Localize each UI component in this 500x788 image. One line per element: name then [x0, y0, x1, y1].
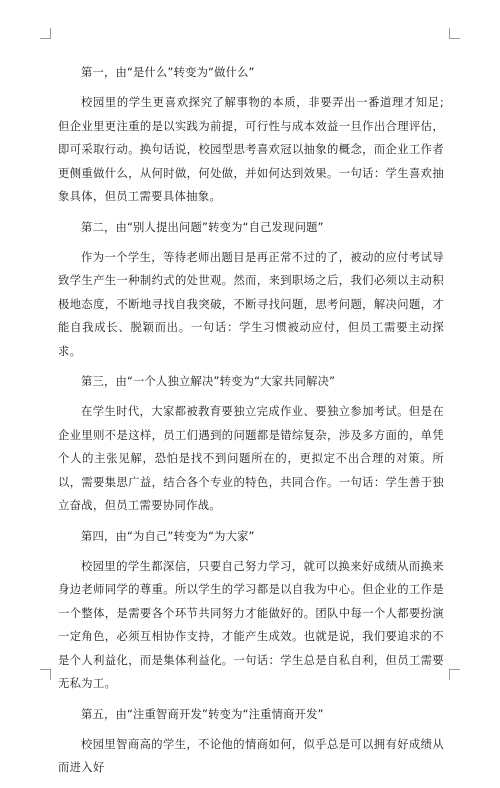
document-page [58, 62, 444, 788]
section-body-4: 校园里的学生都深信，只要自己努力学习，就可以换来好成绩从而换来身边老师同学的尊重。所以学生的学习都是以自我为中心。但企业的工作是一个整体，是需要各个环节共同努力才能做好的。团队中每一个人都要扮演一定角色，必须互相协作支持，才能产生成效。也就是说，我们要追求的不是个人利益化，而是集体利益化。一句话：学生总是自私自利，但员工需要无私为工。 [58, 559, 444, 690]
section-heading-3: 第三，由“一个人独立解决”转变为“大家共同解决” [81, 375, 336, 388]
section-body-2: 作为一个学生，等待老师出题目是再正常不过的了，被动的应付考试导致学生产生一种制约式的处世观。然而，来到职场之后，我们必须以主动积极地态度，不断地寻找自我突破，不断寻找问题，思考问题，解决问题，才能自我成长、脱颖而出。一句话：学生习惯被动应付，但员工需要主动探求。 [58, 250, 444, 358]
section-heading-4: 第四，由“为自己”转变为“为大家” [81, 529, 255, 543]
section-heading-1: 第一，由“是什么”转变为“做什么” [81, 66, 255, 79]
section-body-1: 校园里的学生更喜欢探究了解事物的本质，非要弄出一番道理才知足;但企业里更注重的是以实践为前提，可行性与成本效益一旦作出合理评估，即可采取行动。换句话说，校园型思考喜欢冠以抽象的概念，而企业工作者更侧重做什么，从何时做，何处做，并如何达到效果。一句话：学生喜欢抽象具体，但员工需要具体抽象。 [58, 96, 444, 203]
crop-mark-top-left [40, 28, 51, 39]
crop-mark-bottom-left [40, 669, 51, 680]
crop-mark-top-right [449, 28, 460, 39]
section-heading-5: 第五，由“注重智商开发”转变为“注重情商开发” [81, 707, 324, 721]
section-heading-2: 第二，由“别人提出问题”转变为“自己发现问题” [81, 220, 324, 234]
crop-mark-bottom-right [449, 669, 460, 680]
section-body-5: 校园里智商高的学生，不论他的情商如何，似乎总是可以拥有好成绩从而进入好 [58, 737, 444, 774]
section-body-3: 在学生时代，大家都被教育要独立完成作业、要独立参加考试。但是在企业里则不是这样，员工们遇到的问题都是错综复杂，涉及多方面的，单凭个人的主张见解，恐怕是找不到问题所在的，更拟定不出合理的对策。所以，需要集思广益，结合各个专业的特色，共同合作。一句话：学生善于独立奋战，但员工需要协同作战。 [58, 405, 444, 512]
